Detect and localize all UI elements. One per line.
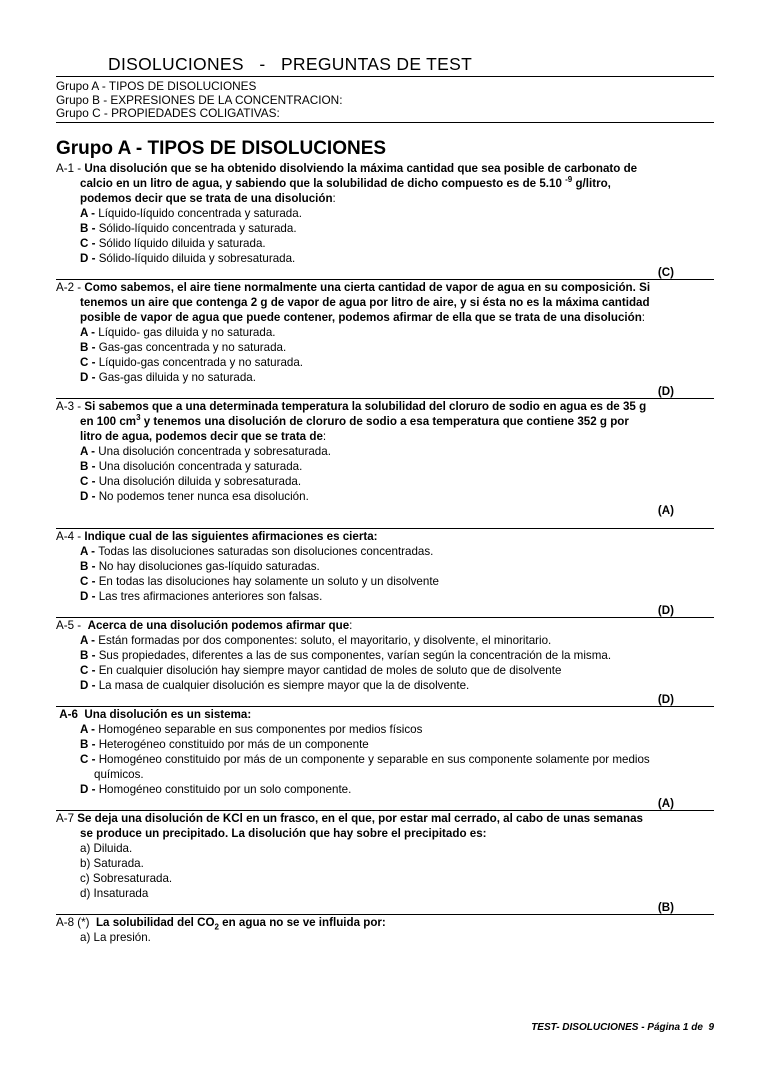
question-number: A-2 - xyxy=(56,280,85,294)
question-text: Acerca de una disolución podemos afirmar que xyxy=(87,618,350,632)
option-key: D - xyxy=(80,489,99,503)
option-d xyxy=(80,678,714,693)
option-text: En cualquier disolución hay siempre mayor cantidad de moles de soluto que de disolvente xyxy=(98,663,562,677)
option-key: A - xyxy=(80,722,99,736)
question-number: A-4 - xyxy=(56,529,85,543)
option-text: Líquido-gas concentrada y no saturada. xyxy=(98,355,304,369)
option-key: A - xyxy=(80,544,99,558)
question-text: g/litro, xyxy=(572,176,611,190)
group-index-b: Grupo B - EXPRESIONES DE LA CONCENTRACION: xyxy=(56,92,343,107)
option-key: B - xyxy=(80,221,99,235)
answer-label: (C) xyxy=(657,265,674,279)
option-key: C - xyxy=(80,752,99,766)
question-text: podemos decir que se trata de una disolución xyxy=(80,191,333,205)
option-text: No podemos tener nunca esa disolución. xyxy=(98,489,309,503)
option-a xyxy=(80,325,714,340)
option-text: Una disolución concentrada y saturada. xyxy=(98,459,303,473)
document-title: DISOLUCIONES - PREGUNTAS DE TEST xyxy=(56,52,714,77)
option-text: Las tres afirmaciones anteriores son falsas. xyxy=(98,589,323,603)
option-d xyxy=(80,489,714,504)
option-text: Homogéneo constituido por más de un componente y separable en sus componente solamente por medios xyxy=(98,752,650,766)
option-d: d) Insaturada xyxy=(80,886,149,900)
option-d xyxy=(80,251,714,266)
option-c xyxy=(80,752,714,767)
option-text: Están formadas por dos componentes: soluto, el mayoritario, y disolvente, el minoritario. xyxy=(98,633,552,647)
option-b xyxy=(80,648,714,663)
answer-label: (D) xyxy=(657,603,674,617)
option-key: C - xyxy=(80,355,99,369)
option-key: B - xyxy=(80,559,99,573)
option-d xyxy=(80,370,714,385)
option-a xyxy=(80,206,714,221)
superscript: 3 xyxy=(136,412,141,422)
option-c xyxy=(80,574,714,589)
question-text: Una disolución es un sistema: xyxy=(84,707,252,721)
question-text: calcio en un litro de agua, y sabiendo que la solubilidad de dicho compuesto es de 5.10 xyxy=(80,176,566,190)
option-text: La masa de cualquier disolución es siempre mayor que la de disolvente. xyxy=(98,678,470,692)
answer-label: (D) xyxy=(657,692,674,706)
subscript: 2 xyxy=(214,921,219,931)
question-number: A-7 xyxy=(56,811,75,825)
option-d xyxy=(80,782,714,797)
option-text: Líquido-líquido concentrada y saturada. xyxy=(98,206,302,220)
option-text: Todas las disoluciones saturadas son disoluciones concentradas. xyxy=(98,544,434,558)
question-text: Se deja una disolución de KCl en un frasco, en el que, por estar mal cerrado, al cabo de unas semanas xyxy=(77,811,643,825)
option-b xyxy=(80,559,714,574)
option-b xyxy=(80,340,714,355)
question-a4 xyxy=(56,529,714,618)
option-b xyxy=(80,459,714,474)
option-text: Homogéneo separable en sus componentes por medios físicos xyxy=(98,722,423,736)
option-key: A - xyxy=(80,325,99,339)
answer-label: (A) xyxy=(657,503,674,517)
option-c xyxy=(80,663,714,678)
question-number: A-5 - xyxy=(56,618,85,632)
page-footer: TEST- DISOLUCIONES - Página 1 de 9 xyxy=(531,1022,714,1033)
option-text: Sólido-líquido diluida y sobresaturada. xyxy=(98,251,296,265)
question-text: se produce un precipitado. La disolución que hay sobre el precipitado es: xyxy=(80,826,487,840)
question-text: en agua no se ve influida por: xyxy=(218,915,386,929)
question-number: A-3 - xyxy=(56,399,85,413)
option-text: Sólido líquido diluida y saturada. xyxy=(98,236,266,250)
option-c xyxy=(80,236,714,251)
group-index-a: Grupo A - TIPOS DE DISOLUCIONES xyxy=(56,79,257,93)
option-b xyxy=(80,737,714,752)
option-text: Sólido-líquido concentrada y saturada. xyxy=(98,221,297,235)
question-text: La solubilidad del CO xyxy=(95,915,215,929)
option-text: Una disolución concentrada y sobresaturada. xyxy=(98,444,331,458)
option-key: B - xyxy=(80,648,99,662)
option-text: Una disolución diluida y sobresaturada. xyxy=(98,474,302,488)
option-a: a) Diluida. xyxy=(80,841,133,855)
option-c: c) Sobresaturada. xyxy=(80,871,173,885)
question-text: Como sabemos, el aire tiene normalmente una cierta cantidad de vapor de agua en su composición. Si xyxy=(84,280,651,294)
option-b: b) Saturada. xyxy=(80,856,144,870)
question-a5 xyxy=(56,618,714,707)
option-key: D - xyxy=(80,589,99,603)
option-key: D - xyxy=(80,251,99,265)
question-a7 xyxy=(56,811,714,915)
option-text: Heterogéneo constituido por más de un componente xyxy=(98,737,369,751)
option-d xyxy=(80,589,714,604)
question-text: litro de agua, podemos decir que se trata de xyxy=(80,429,323,443)
question-text: en 100 cm xyxy=(80,414,137,428)
option-b xyxy=(80,221,714,236)
option-text: Gas-gas concentrada y no saturada. xyxy=(98,340,287,354)
group-index xyxy=(56,77,714,123)
question-text: : xyxy=(349,618,353,632)
question-a3 xyxy=(56,399,714,529)
option-text: En todas las disoluciones hay solamente un soluto y un disolvente xyxy=(98,574,439,588)
option-key: A - xyxy=(80,444,99,458)
option-key: C - xyxy=(80,574,99,588)
question-text: posible de vapor de agua que puede contener, podemos afirmar de ella que se trata de una disolución xyxy=(80,310,642,324)
option-key: D - xyxy=(80,782,99,796)
option-a: a) La presión. xyxy=(80,930,151,944)
question-text: tenemos un aire que contenga 2 g de vapor de agua por litro de aire, y si ésta no es la máxima cantidad xyxy=(80,295,650,309)
option-key: D - xyxy=(80,678,99,692)
question-number: A-8 (*) xyxy=(56,915,90,929)
option-text: Gas-gas diluida y no saturada. xyxy=(98,370,256,384)
answer-label: (D) xyxy=(657,384,674,398)
option-text: Sus propiedades, diferentes a las de sus componentes, varían según la concentración de la misma. xyxy=(98,648,612,662)
option-text: Líquido- gas diluida y no saturada. xyxy=(98,325,276,339)
option-key: D - xyxy=(80,370,99,384)
option-key: C - xyxy=(80,663,99,677)
option-key: B - xyxy=(80,459,99,473)
question-text: Una disolución que se ha obtenido disolviendo la máxima cantidad que sea posible de carbonato de xyxy=(84,161,638,175)
option-a xyxy=(80,633,714,648)
question-text: : xyxy=(641,310,646,324)
option-text: No hay disoluciones gas-líquido saturadas. xyxy=(98,559,320,573)
option-a xyxy=(80,544,714,559)
option-key: A - xyxy=(80,633,99,647)
option-key: B - xyxy=(80,340,99,354)
answer-label: (B) xyxy=(657,900,674,914)
option-a xyxy=(80,444,714,459)
question-text: Indique cual de las siguientes afirmaciones es cierta: xyxy=(84,529,378,543)
option-key: A - xyxy=(80,206,99,220)
question-text: y tenemos una disolución de cloruro de sodio a esa temperatura que contiene 352 g por xyxy=(140,414,629,428)
group-index-c: Grupo C - PROPIEDADES COLIGATIVAS: xyxy=(56,106,280,120)
question-a8 xyxy=(56,915,714,945)
question-a1 xyxy=(56,161,714,280)
question-text: : xyxy=(322,429,327,443)
option-text: Homogéneo constituido por un solo componente. xyxy=(98,782,352,796)
option-a xyxy=(80,722,714,737)
superscript: -9 xyxy=(565,174,573,184)
document-page xyxy=(56,52,714,945)
option-c xyxy=(80,355,714,370)
answer-label: (A) xyxy=(657,796,674,810)
question-text: Si sabemos que a una determinada temperatura la solubilidad del cloruro de sodio en agua es de 35 g xyxy=(84,399,647,413)
option-key: C - xyxy=(80,236,99,250)
option-c xyxy=(80,474,714,489)
option-key: B - xyxy=(80,737,99,751)
question-a2 xyxy=(56,280,714,399)
question-text: : xyxy=(332,191,336,205)
option-key: C - xyxy=(80,474,99,488)
option-c-continued: químicos. xyxy=(94,767,144,781)
section-title: Grupo A - TIPOS DE DISOLUCIONES xyxy=(56,137,387,159)
question-a6 xyxy=(56,707,714,811)
question-number: A-1 - xyxy=(56,161,85,175)
question-number: A-6 xyxy=(59,707,78,721)
